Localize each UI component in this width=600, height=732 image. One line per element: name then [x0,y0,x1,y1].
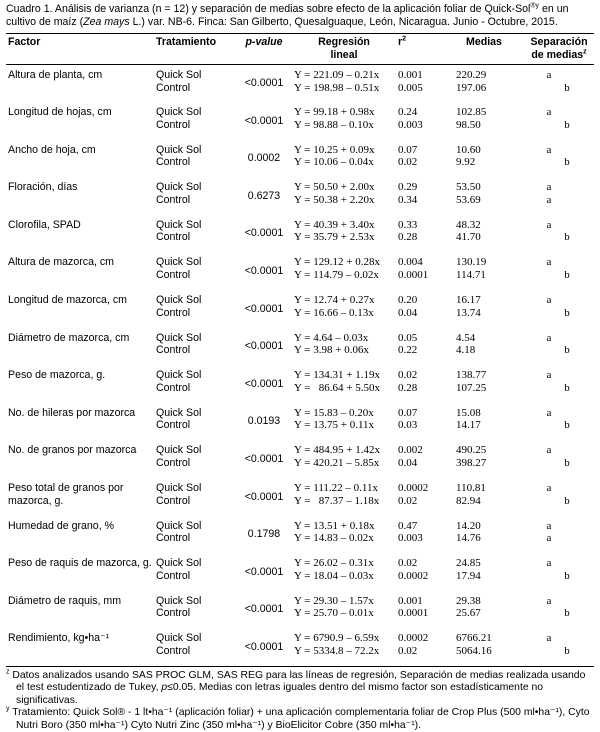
cell-tratamiento: Quick Sol Control [154,102,236,140]
caption-text: Cuadro 1. Análisis de varianza (n = 12) y separación de medias sobre efecto de la aplicación foliar de Quick-Sol [6,3,530,15]
cell-tratamiento: Quick Sol Control [154,553,236,591]
footnote-y: $^y$ Tratamiento: Quick Sol® - 1 lt•ha⁻¹ (aplicación foliar) + una aplicación complementaria foliar de Crop Plus (500 ml•ha⁻¹), Cyto Nutri Boro (350 ml•ha⁻¹) Cyto Nutri Zinc (350 ml•ha⁻¹) y BioElicitor Cobre (350 ml•ha⁻¹). [6,707,594,732]
cell-r2: 0.02 0.0002 [396,553,444,591]
cell-regresion: Y = 134.31 + 1.19x Y = 86.64 + 5.50x [292,365,396,403]
cell-separacion: a b [524,553,594,591]
caption-text-post: L.) var. NB-6. Finca: San Gilberto, Quesalguaque, León, Nicaragua. Junio - Octubre, 2015. [130,16,558,28]
cell-regresion: Y = 26.02 – 0.31x Y = 18.04 – 0.03x [292,553,396,591]
cell-r2: 0.33 0.28 [396,215,444,253]
cell-regresion: Y = 29.30 – 1.57x Y = 25.70 – 0.01x [292,591,396,629]
cell-r2: 0.001 0.0001 [396,591,444,629]
cell-regresion: Y = 221.09 – 0.21x Y = 198.98 – 0.51x [292,65,396,103]
table-body [6,65,594,667]
cell-medias: 15.08 14.17 [444,403,524,441]
cell-r2: 0.20 0.04 [396,290,444,328]
table-row [6,553,594,591]
cell-separacion: a b [524,102,594,140]
cell-tratamiento: Quick Sol Control [154,65,236,103]
cell-r2: 0.24 0.003 [396,102,444,140]
cell-tratamiento: Quick Sol Control [154,290,236,328]
cell-pvalue: <0.0001 [236,102,292,140]
cell-medias: 14.20 14.76 [444,516,524,554]
cell-tratamiento: Quick Sol Control [154,440,236,478]
cell-medias: 110.81 82.94 [444,478,524,516]
cell-factor: No. de granos por mazorca [6,440,154,478]
cell-factor: Peso de raquis de mazorca, g. [6,553,154,591]
cell-r2: 0.0002 0.02 [396,478,444,516]
cell-medias: 4.54 4.18 [444,328,524,366]
cell-factor: Clorofila, SPAD [6,215,154,253]
table-caption [6,3,594,29]
table-row [6,177,594,215]
cell-r2: 0.47 0.003 [396,516,444,554]
cell-pvalue: <0.0001 [236,628,292,666]
document-page [6,3,594,732]
cell-tratamiento: Quick Sol Control [154,177,236,215]
cell-regresion: Y = 6790.9 – 6.59x Y = 5334.8 – 72.2x [292,628,396,666]
cell-separacion: a b [524,591,594,629]
cell-separacion: a b [524,365,594,403]
cell-regresion: Y = 10.25 + 0.09x Y = 10.06 – 0.04x [292,140,396,178]
anova-table [6,33,594,667]
header-separacion: Separación de medias$^z$ [524,34,594,65]
cell-separacion: a a [524,516,594,554]
table-row [6,591,594,629]
cell-pvalue: <0.0001 [236,591,292,629]
cell-factor: No. de hileras por mazorca [6,403,154,441]
cell-factor: Peso de mazorca, g. [6,365,154,403]
caption-text-mid: en un cultivo de maíz ( [6,3,569,28]
cell-medias: 48.32 41.70 [444,215,524,253]
cell-regresion: Y = 129.12 + 0.28x Y = 114.79 – 0.02x [292,252,396,290]
table-row [6,628,594,666]
cell-r2: 0.0002 0.02 [396,628,444,666]
cell-tratamiento: Quick Sol Control [154,252,236,290]
caption-species: Zea mays [83,16,130,28]
cell-separacion: a b [524,328,594,366]
cell-regresion: Y = 99.18 + 0.98x Y = 98.88 – 0.10x [292,102,396,140]
cell-pvalue: <0.0001 [236,290,292,328]
cell-medias: 16.17 13.74 [444,290,524,328]
cell-factor: Peso total de granos por mazorca, g. [6,478,154,516]
table-row [6,290,594,328]
cell-factor: Diámetro de mazorca, cm [6,328,154,366]
cell-medias: 130.19 114.71 [444,252,524,290]
cell-factor: Rendimiento, kg•ha⁻¹ [6,628,154,666]
header-regresion: Regresión lineal [292,34,396,65]
table-row [6,328,594,366]
cell-regresion: Y = 111.22 – 0.11x Y = 87.37 – 1.18x [292,478,396,516]
cell-pvalue: <0.0001 [236,65,292,103]
cell-r2: 0.05 0.22 [396,328,444,366]
cell-medias: 138.77 107.25 [444,365,524,403]
cell-regresion: Y = 484.95 + 1.42x Y = 420.21 – 5.85x [292,440,396,478]
cell-tratamiento: Quick Sol Control [154,403,236,441]
cell-separacion: a b [524,65,594,103]
cell-pvalue: 0.0002 [236,140,292,178]
cell-factor: Diámetro de raquis, mm [6,591,154,629]
cell-tratamiento: Quick Sol Control [154,328,236,366]
cell-r2: 0.004 0.0001 [396,252,444,290]
table-row [6,140,594,178]
table-row [6,478,594,516]
cell-pvalue: <0.0001 [236,365,292,403]
table-row [6,215,594,253]
cell-medias: 53.50 53.69 [444,177,524,215]
table-row [6,252,594,290]
cell-regresion: Y = 15.83 – 0.20x Y = 13.75 + 0.11x [292,403,396,441]
cell-medias: 102.85 98.50 [444,102,524,140]
table-row [6,403,594,441]
cell-pvalue: <0.0001 [236,252,292,290]
header-pvalue: p-value [236,34,292,65]
table-row [6,65,594,103]
cell-medias: 6766.21 5064.16 [444,628,524,666]
cell-factor: Altura de planta, cm [6,65,154,103]
cell-r2: 0.07 0.03 [396,403,444,441]
header-r2: $r^2$ [396,34,444,65]
cell-regresion: Y = 12.74 + 0.27x Y = 16.66 – 0.13x [292,290,396,328]
cell-separacion: a b [524,140,594,178]
cell-r2: 0.002 0.04 [396,440,444,478]
footnotes [6,670,594,732]
cell-factor: Longitud de mazorca, cm [6,290,154,328]
cell-factor: Floración, días [6,177,154,215]
table-row [6,102,594,140]
cell-regresion: Y = 13.51 + 0.18x Y = 14.83 – 0.02x [292,516,396,554]
caption-superscript: ®y [530,2,539,9]
cell-factor: Humedad de grano, % [6,516,154,554]
cell-tratamiento: Quick Sol Control [154,478,236,516]
cell-pvalue: 0.6273 [236,177,292,215]
cell-medias: 490.25 398.27 [444,440,524,478]
cell-pvalue: <0.0001 [236,553,292,591]
table-header-row [6,34,594,65]
cell-separacion: a b [524,215,594,253]
cell-separacion: a b [524,628,594,666]
cell-separacion: a b [524,403,594,441]
cell-tratamiento: Quick Sol Control [154,516,236,554]
cell-r2: 0.001 0.005 [396,65,444,103]
cell-r2: 0.02 0.28 [396,365,444,403]
cell-separacion: a b [524,440,594,478]
cell-separacion: a b [524,290,594,328]
cell-tratamiento: Quick Sol Control [154,215,236,253]
cell-pvalue: <0.0001 [236,215,292,253]
cell-factor: Longitud de hojas, cm [6,102,154,140]
cell-pvalue: <0.0001 [236,328,292,366]
table-row [6,516,594,554]
header-factor: Factor [6,34,154,65]
cell-regresion: Y = 50.50 + 2.00x Y = 50.38 + 2.20x [292,177,396,215]
header-medias: Medias [444,34,524,65]
cell-tratamiento: Quick Sol Control [154,628,236,666]
cell-regresion: Y = 4.64 – 0.03x Y = 3.98 + 0.06x [292,328,396,366]
table-row [6,440,594,478]
header-tratamiento: Tratamiento [154,34,236,65]
cell-separacion: a a [524,177,594,215]
cell-medias: 29.38 25.67 [444,591,524,629]
cell-separacion: a b [524,478,594,516]
cell-regresion: Y = 40.39 + 3.40x Y = 35.79 + 2.53x [292,215,396,253]
cell-medias: 10.60 9.92 [444,140,524,178]
cell-pvalue: 0.0193 [236,403,292,441]
cell-factor: Ancho de hoja, cm [6,140,154,178]
cell-tratamiento: Quick Sol Control [154,140,236,178]
cell-factor: Altura de mazorca, cm [6,252,154,290]
cell-tratamiento: Quick Sol Control [154,591,236,629]
cell-pvalue: <0.0001 [236,440,292,478]
footnote-z: $^z$ Datos analizados usando SAS PROC GLM, SAS REG para las líneas de regresión, Separación de medias realizada usando el test estudentizado de Tukey, p≤0.05. Medias con letras iguales dentro del mismo factor son estadísticamente no significativas. [6,670,594,708]
cell-medias: 24.85 17.94 [444,553,524,591]
cell-tratamiento: Quick Sol Control [154,365,236,403]
cell-r2: 0.07 0.02 [396,140,444,178]
cell-pvalue: <0.0001 [236,478,292,516]
cell-separacion: a b [524,252,594,290]
cell-r2: 0.29 0.34 [396,177,444,215]
cell-pvalue: 0.1798 [236,516,292,554]
cell-medias: 220.29 197.06 [444,65,524,103]
table-row [6,365,594,403]
